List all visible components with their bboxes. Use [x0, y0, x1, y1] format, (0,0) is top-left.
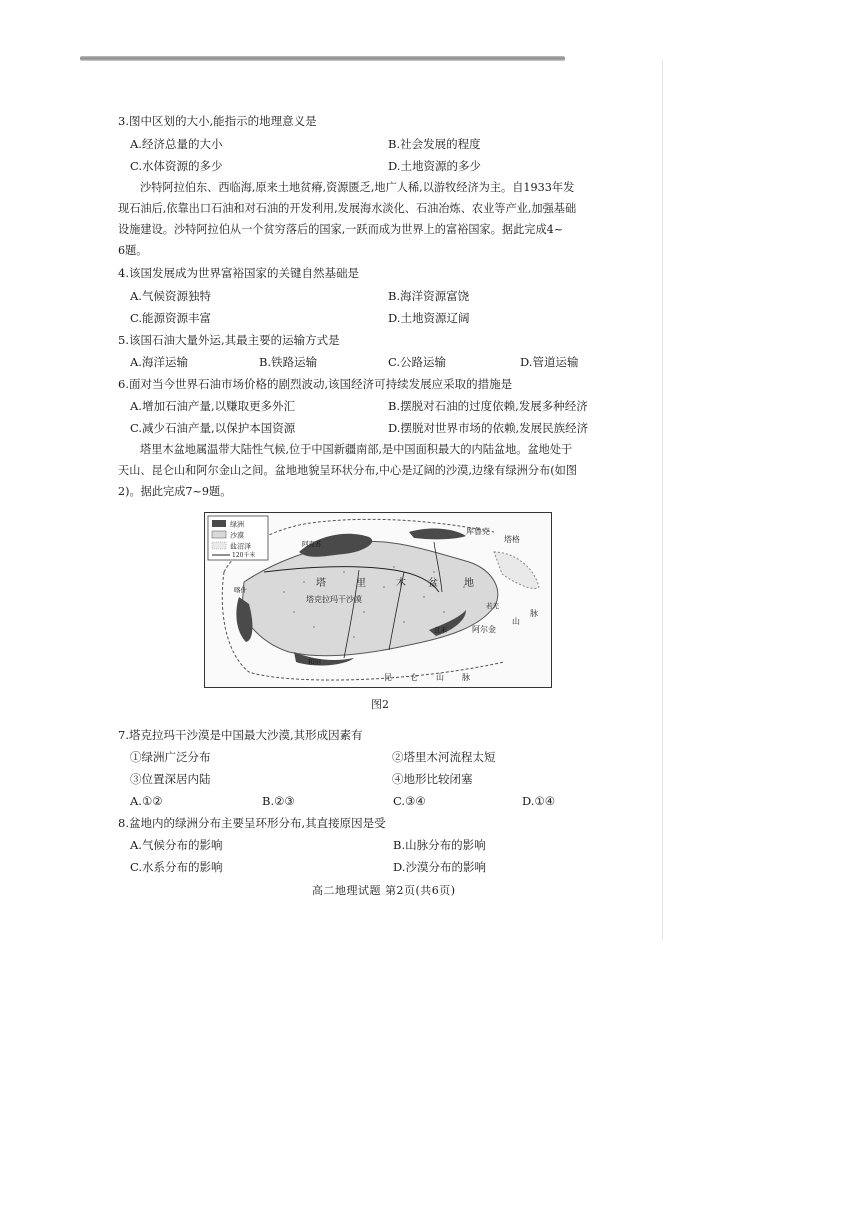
- map-label-aksu: 阿克苏: [302, 540, 322, 548]
- map-label-di: 地: [464, 578, 474, 589]
- page-footer: 高二地理试题 第2页(共6页): [312, 884, 456, 897]
- map-label-ta: 塔: [316, 578, 326, 589]
- q6-option-c: C.减少石油产量,以保护本国资源: [130, 421, 296, 435]
- q7-stem: 7.塔克拉玛干沙漠是中国最大沙漠,其形成因素有: [118, 728, 363, 742]
- legend-swatch-desert: [212, 531, 226, 538]
- figure-caption: 图2: [371, 698, 389, 711]
- map-label-altun-shan: 山: [512, 617, 520, 626]
- q7-item-2: ②塔里木河流程太短: [392, 750, 496, 764]
- q4-stem: 4.该国发展成为世界富裕国家的关键自然基础是: [118, 266, 359, 280]
- passage-saudi-line: 沙特阿拉伯东、西临海,原来土地贫瘠,资源匮乏,地广人稀,以游牧经济为主。自1933年发: [140, 181, 575, 194]
- q3-option-b: B.社会发展的程度: [388, 137, 481, 151]
- map-label-altun: 阿尔金: [472, 625, 496, 634]
- map-label-ruoqiang: 若羌: [486, 602, 499, 610]
- map-legend: [208, 516, 268, 560]
- q6-option-b: B.摆脱对石油的过度依赖,发展多种经济: [388, 399, 588, 413]
- q8-stem: 8.盆地内的绿洲分布主要呈环形分布,其直接原因是受: [118, 816, 386, 830]
- legend-swatch-oasis: [212, 520, 226, 527]
- q8-option-d: D.沙漠分布的影响: [393, 860, 486, 874]
- map-label-kuruk: 库鲁克: [466, 527, 490, 536]
- q7-option-c: C.③④: [393, 794, 426, 808]
- passage-saudi: [118, 177, 577, 261]
- q8-option-c: C.水系分布的影响: [130, 860, 223, 874]
- q4-option-b: B.海洋资源富饶: [388, 289, 470, 303]
- map-label-kunlun-mai: 脉: [462, 673, 470, 682]
- q4-option-a: A.气候资源独特: [130, 289, 211, 303]
- map-label-tagh: 塔格: [504, 535, 520, 544]
- passage-saudi-line: 现石油后,依靠出口石油和对石油的开发利用,发展海水淡化、石油冶炼、农业等产业,加强基础: [118, 202, 577, 215]
- map-label-taklamakan: 塔克拉玛干沙漠: [306, 595, 362, 604]
- q7-option-d: D.①④: [522, 794, 556, 808]
- passage-saudi-line: 设施建设。沙特阿拉伯从一个贫穷落后的国家,一跃而成为世界上的富裕国家。据此完成4~: [118, 223, 564, 236]
- map-label-kunlun-shan: 山: [436, 673, 444, 682]
- q7-item-1: ①绿洲广泛分布: [130, 750, 211, 764]
- map-label-hotan: 和田: [308, 658, 321, 666]
- q6-stem: 6.面对当今世界石油市场价格的剧烈波动,该国经济可持续发展应采取的措施是: [118, 377, 513, 391]
- q6-option-a: A.增加石油产量,以赚取更多外汇: [130, 399, 296, 413]
- passage-saudi-line: 6题。: [118, 244, 148, 257]
- q5-option-d: D.管道运输: [520, 355, 579, 369]
- q3-option-a: A.经济总量的大小: [130, 137, 223, 151]
- q4-option-d: D.土地资源辽阔: [388, 311, 470, 325]
- passage-tarim-line: 塔里木盆地属温带大陆性气候,位于中国新疆南部,是中国面积最大的内陆盆地。盆地处于: [140, 443, 573, 456]
- q8-option-a: A.气候分布的影响: [130, 838, 223, 852]
- q8-option-b: B.山脉分布的影响: [393, 838, 486, 852]
- q5-option-c: C.公路运输: [388, 355, 447, 369]
- q3-option-c: C.水体资源的多少: [130, 159, 223, 173]
- q5-option-b: B.铁路运输: [259, 355, 318, 369]
- q3-stem: 3.图中区划的大小,能指示的地理意义是: [118, 114, 317, 128]
- q3-option-d: D.土地资源的多少: [388, 159, 481, 173]
- passage-tarim-line: 天山、昆仑山和阿尔金山之间。盆地地貌呈环状分布,中心是辽阔的沙漠,边缘有绿洲分布(如图: [118, 464, 577, 477]
- map-label-kun: 昆: [384, 673, 392, 682]
- map-label-altun-mai: 脉: [530, 609, 538, 618]
- q4-option-c: C.能源资源丰富: [130, 311, 212, 325]
- legend-swatch-salt-marsh: [212, 542, 226, 549]
- q7-item-4: ④地形比较闭塞: [392, 772, 473, 786]
- passage-tarim: [118, 439, 577, 502]
- map-label-pen: 盆: [428, 578, 438, 589]
- legend-desert: 沙漠: [230, 531, 244, 540]
- map-label-kashgar: 喀什: [234, 586, 247, 594]
- q5-stem: 5.该国石油大量外运,其最主要的运输方式是: [118, 333, 340, 347]
- q7-option-b: B.②③: [262, 794, 295, 808]
- passage-tarim-line: 2)。据此完成7~9题。: [118, 485, 232, 498]
- tarim-basin-map: [204, 512, 552, 688]
- legend-salt-marsh: 盐沼泽: [230, 542, 251, 551]
- map-label-mu: 木: [396, 578, 406, 589]
- q7-option-a: A.①②: [130, 794, 163, 808]
- map-label-lun: 仑: [410, 673, 418, 682]
- scale-label: 120千米: [232, 552, 256, 559]
- map-label-qiemo: 且末: [434, 626, 447, 634]
- scan-page-edge: [662, 60, 663, 940]
- q7-item-3: ③位置深居内陆: [130, 772, 211, 786]
- scan-top-line: [80, 56, 565, 61]
- q5-option-a: A.海洋运输: [130, 355, 188, 369]
- q6-option-d: D.摆脱对世界市场的依赖,发展民族经济: [388, 421, 589, 435]
- legend-oasis: 绿洲: [230, 520, 244, 529]
- map-label-li: 里: [356, 578, 366, 589]
